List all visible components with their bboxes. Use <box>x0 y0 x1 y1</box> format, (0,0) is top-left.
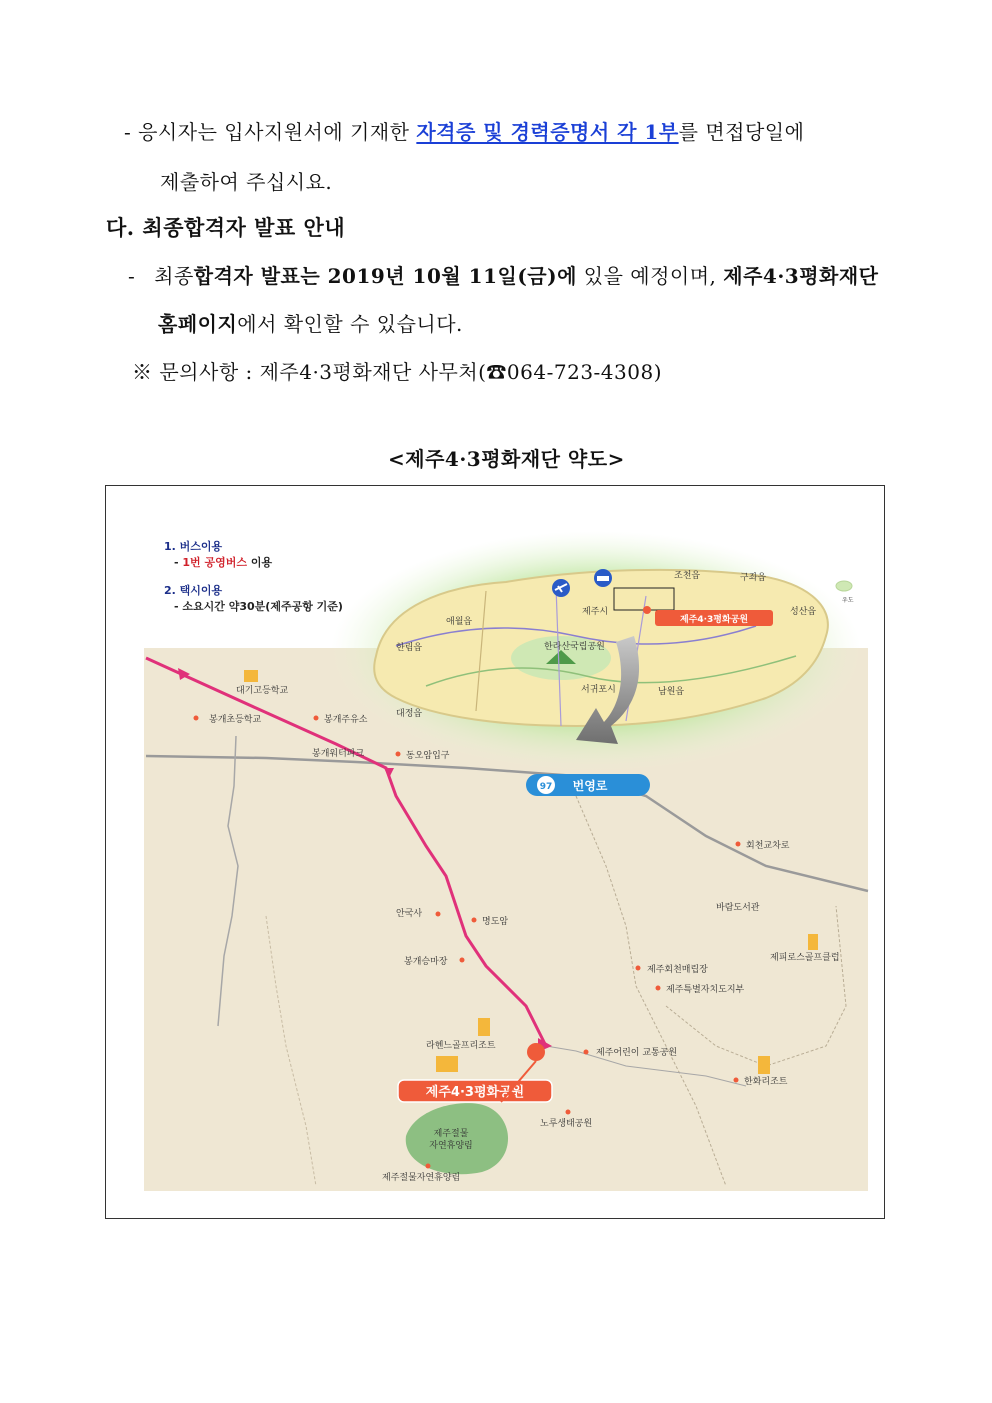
label-hallasan: 한라산국립공원 <box>544 642 605 652</box>
legend-bus-line: 1번 공영버스 <box>182 556 248 569</box>
label-namwon: 남원읍 <box>658 687 685 697</box>
ship-glyph <box>597 576 609 581</box>
dot-bonggae-gas <box>314 716 319 721</box>
lahene-resort-icon <box>478 1018 490 1036</box>
label-daejeong: 대정읍 <box>396 709 423 719</box>
park-main-dot <box>527 1043 545 1061</box>
place-noru: 노루생태공원 <box>540 1119 593 1129</box>
dot-hoecheon-landfill <box>636 966 641 971</box>
dot-jeju-branch <box>656 986 661 991</box>
dot-angguksa <box>436 912 441 917</box>
section-d-heading: 다. 최종합격자 발표 안내 <box>106 215 346 240</box>
instruction-prefix: - 응시자는 입사지원서에 기재한 <box>124 120 417 144</box>
legend-bus-suffix: 이용 <box>247 556 273 569</box>
announcement-part1: 최종 <box>154 264 194 288</box>
park-badge-label: 제주4·3평화공원 <box>679 615 749 625</box>
place-bonggae-gas: 봉개주유소 <box>324 715 368 725</box>
place-children-park: 제주어린이 교통공원 <box>596 1048 678 1058</box>
park-main-label: 제주4·3평화공원 <box>425 1085 525 1100</box>
legend-bus-title: 1. 버스이용 <box>164 540 223 553</box>
inquiry-line: ※ 문의사항 : 제주4·3평화재단 사무처(☎064-723-4308) <box>132 360 663 384</box>
legend-taxi-title: 2. 택시이용 <box>164 584 223 597</box>
forest-inner-label-2: 자연휴양림 <box>429 1141 473 1151</box>
dot-dongoam <box>396 752 401 757</box>
announcement-part6: 에서 확인할 수 있습니다. <box>237 312 463 336</box>
bullet-dash: - <box>128 264 136 288</box>
place-forest: 제주절물자연휴양림 <box>382 1173 461 1183</box>
place-hanwha: 한화리조트 <box>744 1077 788 1087</box>
map-legend <box>164 538 343 614</box>
map-frame <box>105 485 885 1219</box>
udo-island <box>836 581 852 591</box>
legend-bus-detail <box>174 554 343 570</box>
label-gujwa: 구좌읍 <box>740 573 767 583</box>
place-hoecheon: 회천교차로 <box>746 841 790 851</box>
label-udo: 우도 <box>842 597 854 604</box>
announcement-date: 합격자 발표는 2019년 10월 11일(금)에 <box>193 264 577 288</box>
map-caption: <제주4·3평화재단 약도> <box>388 447 625 471</box>
place-angguksa: 안국사 <box>396 909 423 919</box>
instruction-line-2: 제출하여 주십시요. <box>160 170 333 194</box>
place-lahene: 라헨느골프리조트 <box>426 1041 496 1051</box>
place-baram-library: 바람도서관 <box>716 903 760 913</box>
dot-forest <box>426 1164 431 1169</box>
road-name: 번영로 <box>572 779 608 793</box>
homepage-word: 홈페이지 <box>158 312 238 336</box>
hanwha-resort-icon <box>758 1056 770 1074</box>
place-bonggae-horse: 봉개승마장 <box>404 957 448 967</box>
place-dongoam: 동오암입구 <box>406 751 450 761</box>
dot-hanwha <box>734 1078 739 1083</box>
forest-inner-label-1: 제주절물 <box>433 1129 469 1139</box>
label-hallim: 한림읍 <box>396 643 423 653</box>
place-jeppiros: 제피로스골프클럽 <box>770 953 840 963</box>
announcement-line-2 <box>158 308 463 337</box>
park-building-icon <box>436 1056 458 1072</box>
place-bonggae-water: 봉개워터파크 <box>312 749 365 759</box>
legend-bus-dash: - <box>174 556 183 569</box>
label-jocheon: 조천읍 <box>674 571 701 581</box>
dot-noru <box>566 1110 571 1115</box>
dot-myeongdoam <box>472 918 477 923</box>
label-aewol: 애월읍 <box>446 617 473 627</box>
label-seongsan: 성산읍 <box>790 607 817 617</box>
dot-children-park <box>584 1050 589 1055</box>
place-daegi-high: 대기고등학교 <box>236 686 289 696</box>
road-number: 97 <box>539 782 553 792</box>
instruction-suffix: 를 면접당일에 <box>678 120 805 144</box>
dot-bonggae-horse <box>460 958 465 963</box>
park-location-dot <box>643 606 651 614</box>
announcement-line-1 <box>128 260 878 289</box>
legend-taxi-detail: - 소요시간 약30분(제주공항 기준) <box>174 600 343 613</box>
place-bonggae-elem: 봉개초등학교 <box>209 715 262 725</box>
announcement-part3: 있을 예정이며, <box>576 264 724 288</box>
foundation-name: 제주4·3평화재단 <box>723 264 879 288</box>
place-myeongdoam: 명도암 <box>482 917 509 927</box>
dot-hoecheon <box>736 842 741 847</box>
required-documents-highlight: 자격증 및 경력증명서 각 1부 <box>416 120 679 144</box>
place-jeju-branch: 제주특별자치도지부 <box>666 985 745 995</box>
place-hoecheon-landfill: 제주회천매립장 <box>647 965 708 975</box>
instruction-line-1 <box>124 116 804 145</box>
school-icon <box>244 670 258 682</box>
label-jeju-city: 제주시 <box>582 607 609 617</box>
dot-bonggae-elem <box>194 716 199 721</box>
golf-club-icon <box>808 934 818 950</box>
label-seogwipo: 서귀포시 <box>581 685 616 695</box>
